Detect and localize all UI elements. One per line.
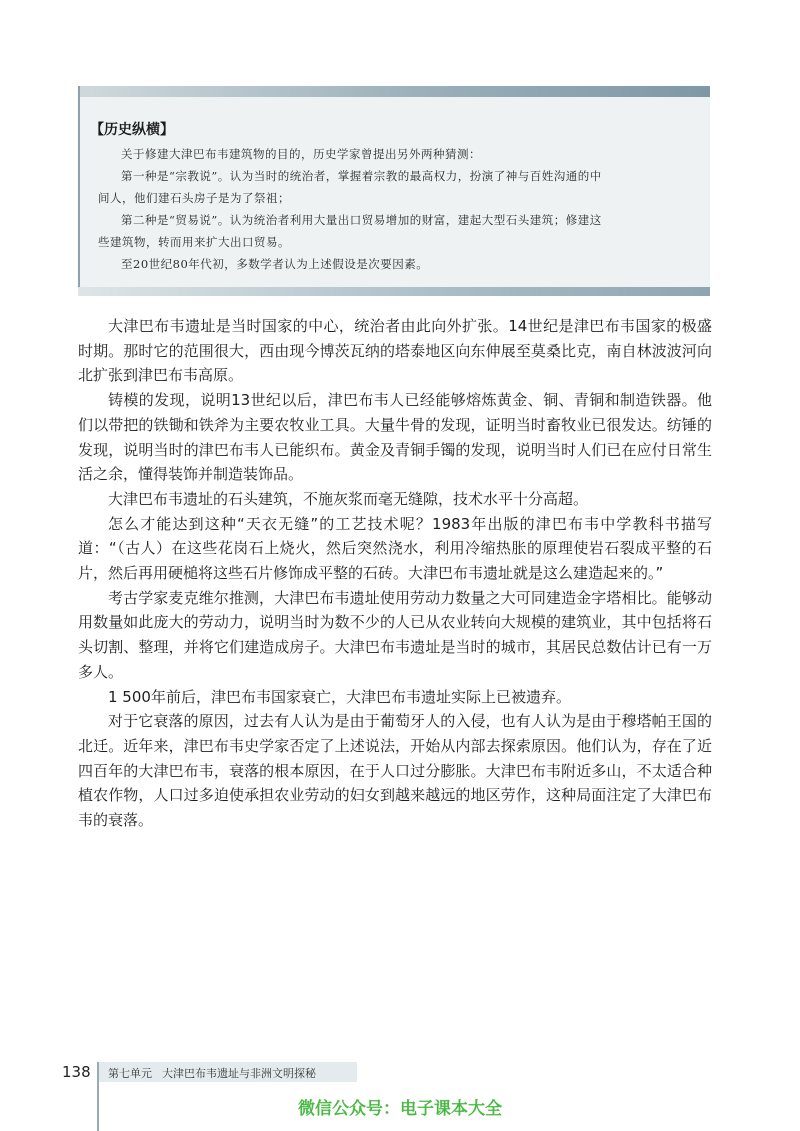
sidebox-top-bar — [78, 86, 710, 97]
body-paragraph: 对于它衰落的原因，过去有人认为是由于葡萄牙人的入侵，也有人认为是由于穆塔帕王国的北迁。近年来，津巴布韦史学家否定了上述说法，开始从内部去探索原因。他们认为，存在了近四百年的大津巴布韦，衰落的根本原因，在于人口过分膨胀。大津巴布韦附近多山，不太适合种植农作物，人口过多迫使承担农业劳动的妇女到越来越远的地区劳作，这种局面注定了大津巴布韦的衰落。 — [78, 712, 712, 830]
body-paragraph: 大津巴布韦遗址的石头建筑，不施灰浆而毫无缝隙，技术水平十分高超。 — [108, 489, 589, 508]
sidebox-bottom-bar — [78, 287, 710, 296]
sidebox-left-rule — [78, 86, 80, 296]
footer-unit-label — [108, 1065, 316, 1081]
body-paragraph: 怎么才能达到这种“天衣无缝”的工艺技术呢？1983年出版的津巴布韦中学教科书描写道：“（古人）在这些花岗石上烧火，然后突然浇水，利用冷缩热胀的原理使岩石裂成平整的石片，然后再用硬槌将这些石片修饰成平整的石砖。大津巴布韦遗址就是这么建造起来的。” — [78, 514, 712, 583]
sidebox-paragraph: 间人，他们建石头房子是为了祭祖； — [98, 191, 290, 205]
body-paragraph: 1 500年前后，津巴布韦国家衰亡，大津巴布韦遗址实际上已被遗弃。 — [108, 687, 571, 706]
main-text — [78, 314, 712, 833]
sidebox-paragraph: 第一种是“宗教说”。认为当时的统治者，掌握着宗教的最高权力，扮演了神与百姓沟通的中 — [121, 169, 602, 183]
sidebox-paragraph: 至20世纪80年代初，多数学者认为上述假设是次要因素。 — [121, 257, 429, 271]
watermark: 微信公众号：电子课本大全 — [298, 1099, 502, 1119]
sidebox-body — [98, 143, 696, 275]
sidebox-paragraph: 第二种是“贸易说”。认为统治者利用大量出口贸易增加的财富，建起大型石头建筑；修建这 — [121, 213, 602, 227]
sidebox-paragraph: 些建筑物，转而用来扩大出口贸易。 — [98, 235, 290, 249]
unit-title: 大津巴布韦遗址与非洲文明探秘 — [162, 1067, 316, 1080]
sidebox-title: 【历史纵横】 — [90, 122, 174, 138]
body-paragraph: 铸模的发现，说明13世纪以后，津巴布韦人已经能够熔炼黄金、铜、青铜和制造铁器。他们以带把的铁锄和铁斧为主要农牧业工具。大量牛骨的发现，证明当时畜牧业已很发达。纺锤的发现，说明当时的津巴布韦人已能织布。黄金及青铜手镯的发现，说明当时人们已在应付日常生活之余，懂得装饰并制造装饰品。 — [78, 391, 712, 484]
body-paragraph: 大津巴布韦遗址是当时国家的中心，统治者由此向外扩张。14世纪是津巴布韦国家的极盛时期。那时它的范围很大，西由现今博茨瓦纳的塔泰地区向东伸展至莫桑比克，南自林波波河向北扩张到津巴布韦高原。 — [78, 317, 712, 385]
page-number: 138 — [62, 1063, 91, 1081]
body-paragraph: 考古学家麦克维尔推测，大津巴布韦遗址使用劳动力数量之大可同建造金字塔相比。能够动用数量如此庞大的劳动力，说明当时为数不少的人已从农业转向大规模的建筑业，其中包括将石头切割、整理，并将它们建造成房子。大津巴布韦遗址是当时的城市，其居民总数估计已有一万多人。 — [78, 588, 712, 681]
unit-number: 第七单元 — [108, 1067, 152, 1080]
sidebox-paragraph: 关于修建大津巴布韦建筑物的目的，历史学家曾提出另外两种猜测： — [121, 147, 481, 161]
